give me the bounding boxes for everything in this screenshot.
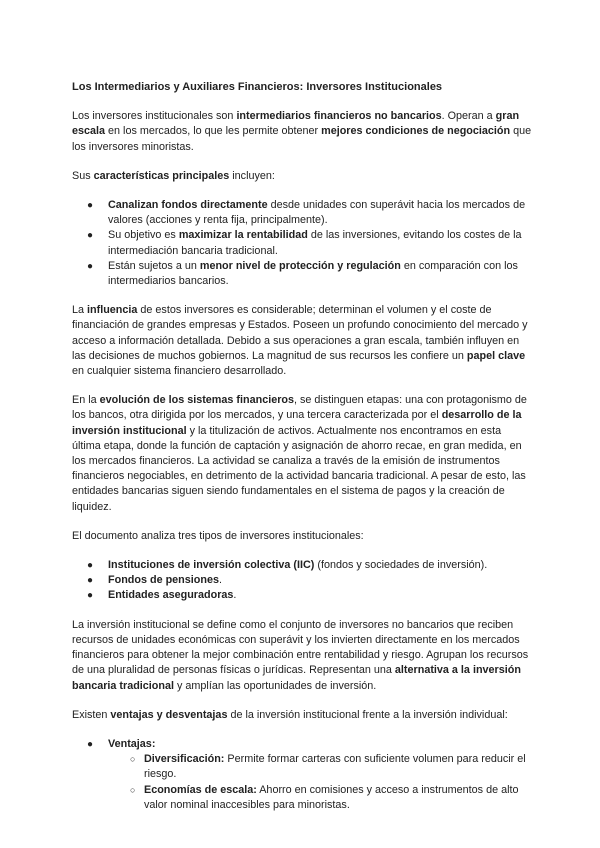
text: incluyen: <box>229 169 275 182</box>
bold-text: Economías de escala: <box>144 783 257 796</box>
bold-text: menor nivel de protección y regulación <box>199 259 401 272</box>
bold-text: influencia <box>87 304 138 317</box>
text: La <box>72 304 88 317</box>
text: y amplían las oportunidades de inversión. <box>174 679 377 692</box>
list-item <box>72 588 532 603</box>
hollow-bullet-icon: ○ <box>130 784 136 795</box>
text: de la inversión institucional frente a la inversión individual: <box>227 708 508 721</box>
text: La inversión institucional se define como el conjunto de inversores no bancarios que reciben recursos de unidades económicas con superávit y los invierten directamente en los mercados financieros para obtener la mejor combinación entre rentabilidad y riesgo. Agrupan los recursos de una pluralidad de personas físicas o jurídicas. Representan una <box>72 618 529 677</box>
list-item <box>72 259 532 289</box>
paragraph-definition <box>72 618 532 694</box>
bullet-icon: ● <box>87 230 94 242</box>
text: en los mercados, lo que les permite obtener <box>105 125 322 138</box>
paragraph-influence <box>72 303 532 379</box>
characteristics-list <box>72 198 532 289</box>
text: de las inversiones, evitando los costes de la intermediación bancaria tradicional. <box>108 229 522 257</box>
text: Existen <box>72 708 111 721</box>
bullet-icon: ● <box>87 560 94 572</box>
list-item <box>72 573 532 588</box>
bullet-icon: ● <box>87 575 94 587</box>
bold-text: ventajas y desventajas <box>110 708 228 721</box>
text: En la <box>72 394 100 407</box>
list-item <box>72 558 532 573</box>
text: y la titulización de activos. Actualmente nos encontramos en esta última etapa, donde la función de captación y asignación de ahorro recae, en gran medida, en los mercados financieros. La actividad se canaliza a través de la emisión de instrumentos financieros negociables, en detrimento de la actividad bancaria tradicional. A pesar de esto, las entidades bancarias siguen siendo fundamentales en el sistema de pagos y la creación de liquidez. <box>72 424 526 513</box>
text: . <box>233 589 237 602</box>
paragraph-intro <box>72 109 532 155</box>
text: Los inversores institucionales son <box>72 110 237 123</box>
document-page <box>72 80 532 827</box>
types-list <box>72 558 532 604</box>
paragraph-pros-cons-intro <box>72 708 532 723</box>
hollow-bullet-icon: ○ <box>130 754 136 765</box>
text: de estos inversores es considerable; determinan el volumen y el coste de financiación de grandes empresas y Estados. Poseen un profundo conocimiento del mercado y acceso a información detallada. Debido a sus operaciones a gran escala, también influyen en las decisiones de muchos gobiernos. La magnitud de sus recursos les confiere un <box>72 304 528 362</box>
text: (fondos y sociedades de inversión). <box>314 559 488 572</box>
bold-text: gran escala <box>72 110 520 138</box>
list-item <box>108 783 532 813</box>
text: desde unidades con superávit hacia los mercados de valores (acciones y renta fija, principalmente). <box>108 199 526 227</box>
paragraph-types-intro: El documento analiza tres tipos de inversores institucionales: <box>72 529 364 542</box>
text: Su objetivo es <box>108 229 179 242</box>
bold-text: Canalizan fondos directamente <box>108 199 268 212</box>
text: que los inversores minoristas. <box>72 125 532 153</box>
paragraph-characteristics-intro <box>72 169 532 184</box>
list-item <box>72 228 532 258</box>
bold-text: desarrollo de la inversión institucional <box>72 409 522 437</box>
bold-text: Instituciones de inversión colectiva (IIC) <box>108 559 315 572</box>
text: en comparación con los intermediarios bancarios. <box>108 259 518 288</box>
bold-text: Ventajas: <box>108 737 156 750</box>
bold-text: alternativa a la inversión bancaria tradicional <box>72 664 521 692</box>
bold-text: Fondos de pensiones <box>108 574 219 587</box>
text: , se distinguen etapas: una con protagonismo de los bancos, otra dirigida por los mercados, y una tercera caracterizada por el <box>72 394 527 422</box>
bold-text: papel clave <box>466 349 526 362</box>
bullet-icon: ● <box>87 200 94 212</box>
bullet-icon: ● <box>87 260 94 272</box>
bullet-icon: ● <box>87 590 94 602</box>
list-item <box>72 737 532 813</box>
bold-text: intermediarios financieros no bancarios <box>236 110 442 123</box>
bold-text: Entidades aseguradoras <box>108 589 234 602</box>
text: Sus <box>72 169 94 182</box>
document-title: Los Intermediarios y Auxiliares Financieros: Inversores Institucionales <box>72 81 443 93</box>
advantages-list <box>72 737 532 813</box>
text: en cualquier sistema financiero desarrollado. <box>72 365 287 378</box>
text: Permite formar carteras con suficiente volumen para reducir el riesgo. <box>144 753 526 781</box>
bullet-icon: ● <box>87 738 94 750</box>
text: . Operan a <box>441 110 496 123</box>
bold-text: mejores condiciones de negociación <box>321 125 511 138</box>
bold-text: Diversificación: <box>144 753 225 766</box>
paragraph-evolution <box>72 393 532 515</box>
bold-text: evolución de los sistemas financieros <box>99 394 295 407</box>
bold-text: maximizar la rentabilidad <box>178 229 308 242</box>
text: Ahorro en comisiones y acceso a instrumentos de alto valor nominal inaccesibles para minoristas. <box>144 783 519 811</box>
bold-text: características principales <box>93 169 230 182</box>
list-item <box>108 752 532 782</box>
text: Están sujetos a un <box>108 259 200 272</box>
advantages-sublist <box>108 752 532 813</box>
text: . <box>218 574 222 587</box>
list-item <box>72 198 532 228</box>
